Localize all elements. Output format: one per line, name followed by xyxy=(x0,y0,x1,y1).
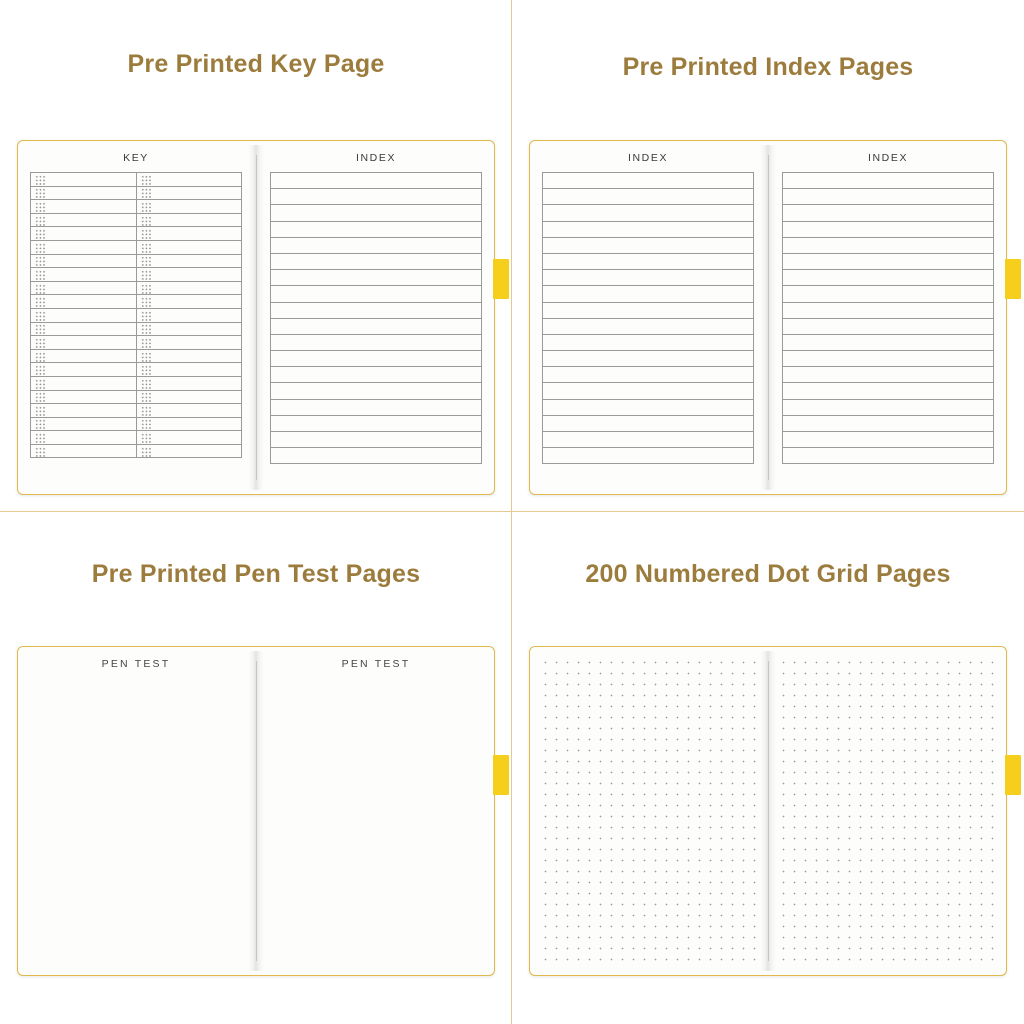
key-cell xyxy=(31,173,136,186)
index-line xyxy=(543,286,753,302)
page-key xyxy=(18,141,256,494)
dot-square-icon xyxy=(140,364,151,375)
index-line xyxy=(271,238,481,254)
notebook-spread-pen-test xyxy=(17,646,495,976)
dot-square-icon xyxy=(140,378,151,389)
index-line xyxy=(271,400,481,416)
key-row xyxy=(31,418,241,432)
index-line xyxy=(543,303,753,319)
panel-title-key-page: Pre Printed Key Page xyxy=(127,50,385,78)
index-line xyxy=(783,367,993,383)
key-cell xyxy=(136,227,241,240)
key-cell xyxy=(136,404,241,417)
key-cell xyxy=(31,227,136,240)
index-line xyxy=(783,335,993,351)
dot-square-icon xyxy=(34,351,45,362)
key-cell xyxy=(136,241,241,254)
index-line xyxy=(783,173,993,189)
page-dot-grid-left xyxy=(530,647,768,975)
page-index-right-2 xyxy=(768,141,1006,494)
key-cell xyxy=(136,363,241,376)
key-cell xyxy=(31,282,136,295)
index-line xyxy=(543,189,753,205)
dot-square-icon xyxy=(34,296,45,307)
panel-title-pen-test: Pre Printed Pen Test Pages xyxy=(91,560,421,588)
page-index-right xyxy=(256,141,494,494)
dot-square-icon xyxy=(140,187,151,198)
panel-pen-test-pages xyxy=(0,512,512,1024)
index-line xyxy=(543,432,753,448)
index-lines-right xyxy=(782,172,994,464)
key-cell xyxy=(136,200,241,213)
dot-square-icon xyxy=(34,283,45,294)
index-line xyxy=(783,448,993,464)
page-pen-test-left xyxy=(18,647,256,975)
index-line xyxy=(783,189,993,205)
index-line xyxy=(543,351,753,367)
index-line xyxy=(543,319,753,335)
key-cell xyxy=(136,350,241,363)
dot-square-icon xyxy=(34,323,45,334)
dot-square-icon xyxy=(34,255,45,266)
index-line xyxy=(543,335,753,351)
dot-square-icon xyxy=(34,432,45,443)
key-cell xyxy=(31,295,136,308)
dot-square-icon xyxy=(140,351,151,362)
page-header-pen-test-right: PEN TEST xyxy=(341,658,411,670)
key-row xyxy=(31,214,241,228)
key-cell xyxy=(31,214,136,227)
dot-square-icon xyxy=(140,446,151,457)
key-cell xyxy=(136,187,241,200)
dot-square-icon xyxy=(140,201,151,212)
index-line xyxy=(783,351,993,367)
index-line xyxy=(271,222,481,238)
dot-grid-right xyxy=(778,657,996,965)
index-line xyxy=(543,254,753,270)
blank-area-left xyxy=(18,647,256,975)
key-row xyxy=(31,363,241,377)
key-cell xyxy=(31,323,136,336)
page-header-index-right: INDEX xyxy=(867,152,909,164)
dot-square-icon xyxy=(34,405,45,416)
index-line xyxy=(271,432,481,448)
index-line xyxy=(271,319,481,335)
key-cell xyxy=(136,418,241,431)
dot-square-icon xyxy=(34,378,45,389)
index-line xyxy=(543,205,753,221)
key-row xyxy=(31,336,241,350)
dot-square-icon xyxy=(140,296,151,307)
dot-square-icon xyxy=(34,364,45,375)
bookmark-ribbon xyxy=(493,259,509,299)
dot-square-icon xyxy=(34,446,45,457)
notebook-spread-index xyxy=(529,140,1007,495)
key-row xyxy=(31,350,241,364)
index-line xyxy=(543,400,753,416)
panel-dot-grid-pages xyxy=(512,512,1024,1024)
page-header-index: INDEX xyxy=(355,152,397,164)
key-cell xyxy=(31,255,136,268)
key-row xyxy=(31,391,241,405)
index-line xyxy=(543,222,753,238)
index-line xyxy=(783,400,993,416)
index-line xyxy=(271,383,481,399)
dot-square-icon xyxy=(140,242,151,253)
key-row xyxy=(31,309,241,323)
key-row xyxy=(31,255,241,269)
key-cell xyxy=(136,323,241,336)
key-cell xyxy=(136,336,241,349)
key-cell xyxy=(136,295,241,308)
page-index-left xyxy=(530,141,768,494)
index-line xyxy=(543,416,753,432)
dot-square-icon xyxy=(34,242,45,253)
index-line xyxy=(783,303,993,319)
dot-square-icon xyxy=(34,201,45,212)
key-cell xyxy=(31,200,136,213)
key-cell xyxy=(31,377,136,390)
index-line xyxy=(271,416,481,432)
bookmark-ribbon xyxy=(1005,259,1021,299)
dot-square-icon xyxy=(140,283,151,294)
key-row xyxy=(31,187,241,201)
panel-index-pages xyxy=(512,0,1024,512)
bookmark-ribbon xyxy=(493,755,509,795)
page-header-pen-test-left: PEN TEST xyxy=(101,658,171,670)
dot-square-icon xyxy=(34,310,45,321)
key-cell xyxy=(31,431,136,444)
key-cell xyxy=(31,187,136,200)
index-lines-left xyxy=(542,172,754,464)
key-row xyxy=(31,431,241,445)
index-line xyxy=(543,383,753,399)
key-cell xyxy=(136,391,241,404)
index-line xyxy=(783,254,993,270)
page-header-index-left: INDEX xyxy=(627,152,669,164)
index-line xyxy=(783,270,993,286)
dot-square-icon xyxy=(34,391,45,402)
index-line xyxy=(543,173,753,189)
key-cell xyxy=(31,404,136,417)
key-row xyxy=(31,377,241,391)
index-line xyxy=(271,173,481,189)
page-pen-test-right xyxy=(256,647,494,975)
key-cell xyxy=(136,173,241,186)
panel-title-index-pages: Pre Printed Index Pages xyxy=(622,53,914,81)
key-cell xyxy=(31,418,136,431)
dot-square-icon xyxy=(140,432,151,443)
panel-key-page xyxy=(0,0,512,512)
key-row xyxy=(31,323,241,337)
index-line xyxy=(271,205,481,221)
key-cell xyxy=(136,268,241,281)
key-row xyxy=(31,404,241,418)
index-line xyxy=(271,303,481,319)
key-cell xyxy=(31,336,136,349)
key-cell xyxy=(136,282,241,295)
index-line xyxy=(271,448,481,464)
index-line xyxy=(783,319,993,335)
dot-square-icon xyxy=(140,174,151,185)
dot-square-icon xyxy=(140,310,151,321)
key-cell xyxy=(31,350,136,363)
dot-square-icon xyxy=(140,337,151,348)
key-cell xyxy=(31,268,136,281)
index-line xyxy=(543,448,753,464)
key-cell xyxy=(136,445,241,458)
dot-square-icon xyxy=(140,323,151,334)
dot-square-icon xyxy=(140,255,151,266)
index-line xyxy=(783,416,993,432)
dot-square-icon xyxy=(34,187,45,198)
page-header-key: KEY xyxy=(123,152,149,164)
index-line xyxy=(271,286,481,302)
key-row xyxy=(31,173,241,187)
key-cell xyxy=(136,255,241,268)
key-row xyxy=(31,268,241,282)
index-line xyxy=(543,270,753,286)
index-line xyxy=(271,270,481,286)
notebook-spread-dot-grid xyxy=(529,646,1007,976)
key-row xyxy=(31,445,241,459)
key-cell xyxy=(136,309,241,322)
dot-square-icon xyxy=(34,228,45,239)
key-cell xyxy=(31,363,136,376)
key-row xyxy=(31,295,241,309)
key-row xyxy=(31,227,241,241)
index-line xyxy=(783,238,993,254)
key-table xyxy=(30,172,242,458)
key-cell xyxy=(31,391,136,404)
index-line xyxy=(543,238,753,254)
key-cell xyxy=(136,214,241,227)
panel-title-dot-grid: 200 Numbered Dot Grid Pages xyxy=(585,560,951,588)
index-line xyxy=(783,222,993,238)
dot-square-icon xyxy=(34,269,45,280)
dot-square-icon xyxy=(34,418,45,429)
index-line xyxy=(271,335,481,351)
dot-square-icon xyxy=(140,405,151,416)
key-row xyxy=(31,282,241,296)
key-cell xyxy=(31,241,136,254)
notebook-spread-key xyxy=(17,140,495,495)
dot-square-icon xyxy=(140,269,151,280)
key-cell xyxy=(31,445,136,458)
key-cell xyxy=(136,431,241,444)
index-line xyxy=(271,189,481,205)
dot-square-icon xyxy=(140,391,151,402)
index-lines xyxy=(270,172,482,464)
page-dot-grid-right xyxy=(768,647,1006,975)
key-cell xyxy=(136,377,241,390)
key-row xyxy=(31,241,241,255)
key-row xyxy=(31,200,241,214)
index-line xyxy=(543,367,753,383)
index-line xyxy=(271,351,481,367)
index-line xyxy=(783,286,993,302)
bookmark-ribbon xyxy=(1005,755,1021,795)
key-cell xyxy=(31,309,136,322)
index-line xyxy=(783,432,993,448)
blank-area-right xyxy=(256,647,494,975)
dot-grid-left xyxy=(540,657,758,965)
dot-square-icon xyxy=(34,337,45,348)
dot-square-icon xyxy=(34,215,45,226)
dot-square-icon xyxy=(34,174,45,185)
index-line xyxy=(783,205,993,221)
index-line xyxy=(783,383,993,399)
index-line xyxy=(271,367,481,383)
dot-square-icon xyxy=(140,228,151,239)
dot-square-icon xyxy=(140,418,151,429)
dot-square-icon xyxy=(140,215,151,226)
index-line xyxy=(271,254,481,270)
